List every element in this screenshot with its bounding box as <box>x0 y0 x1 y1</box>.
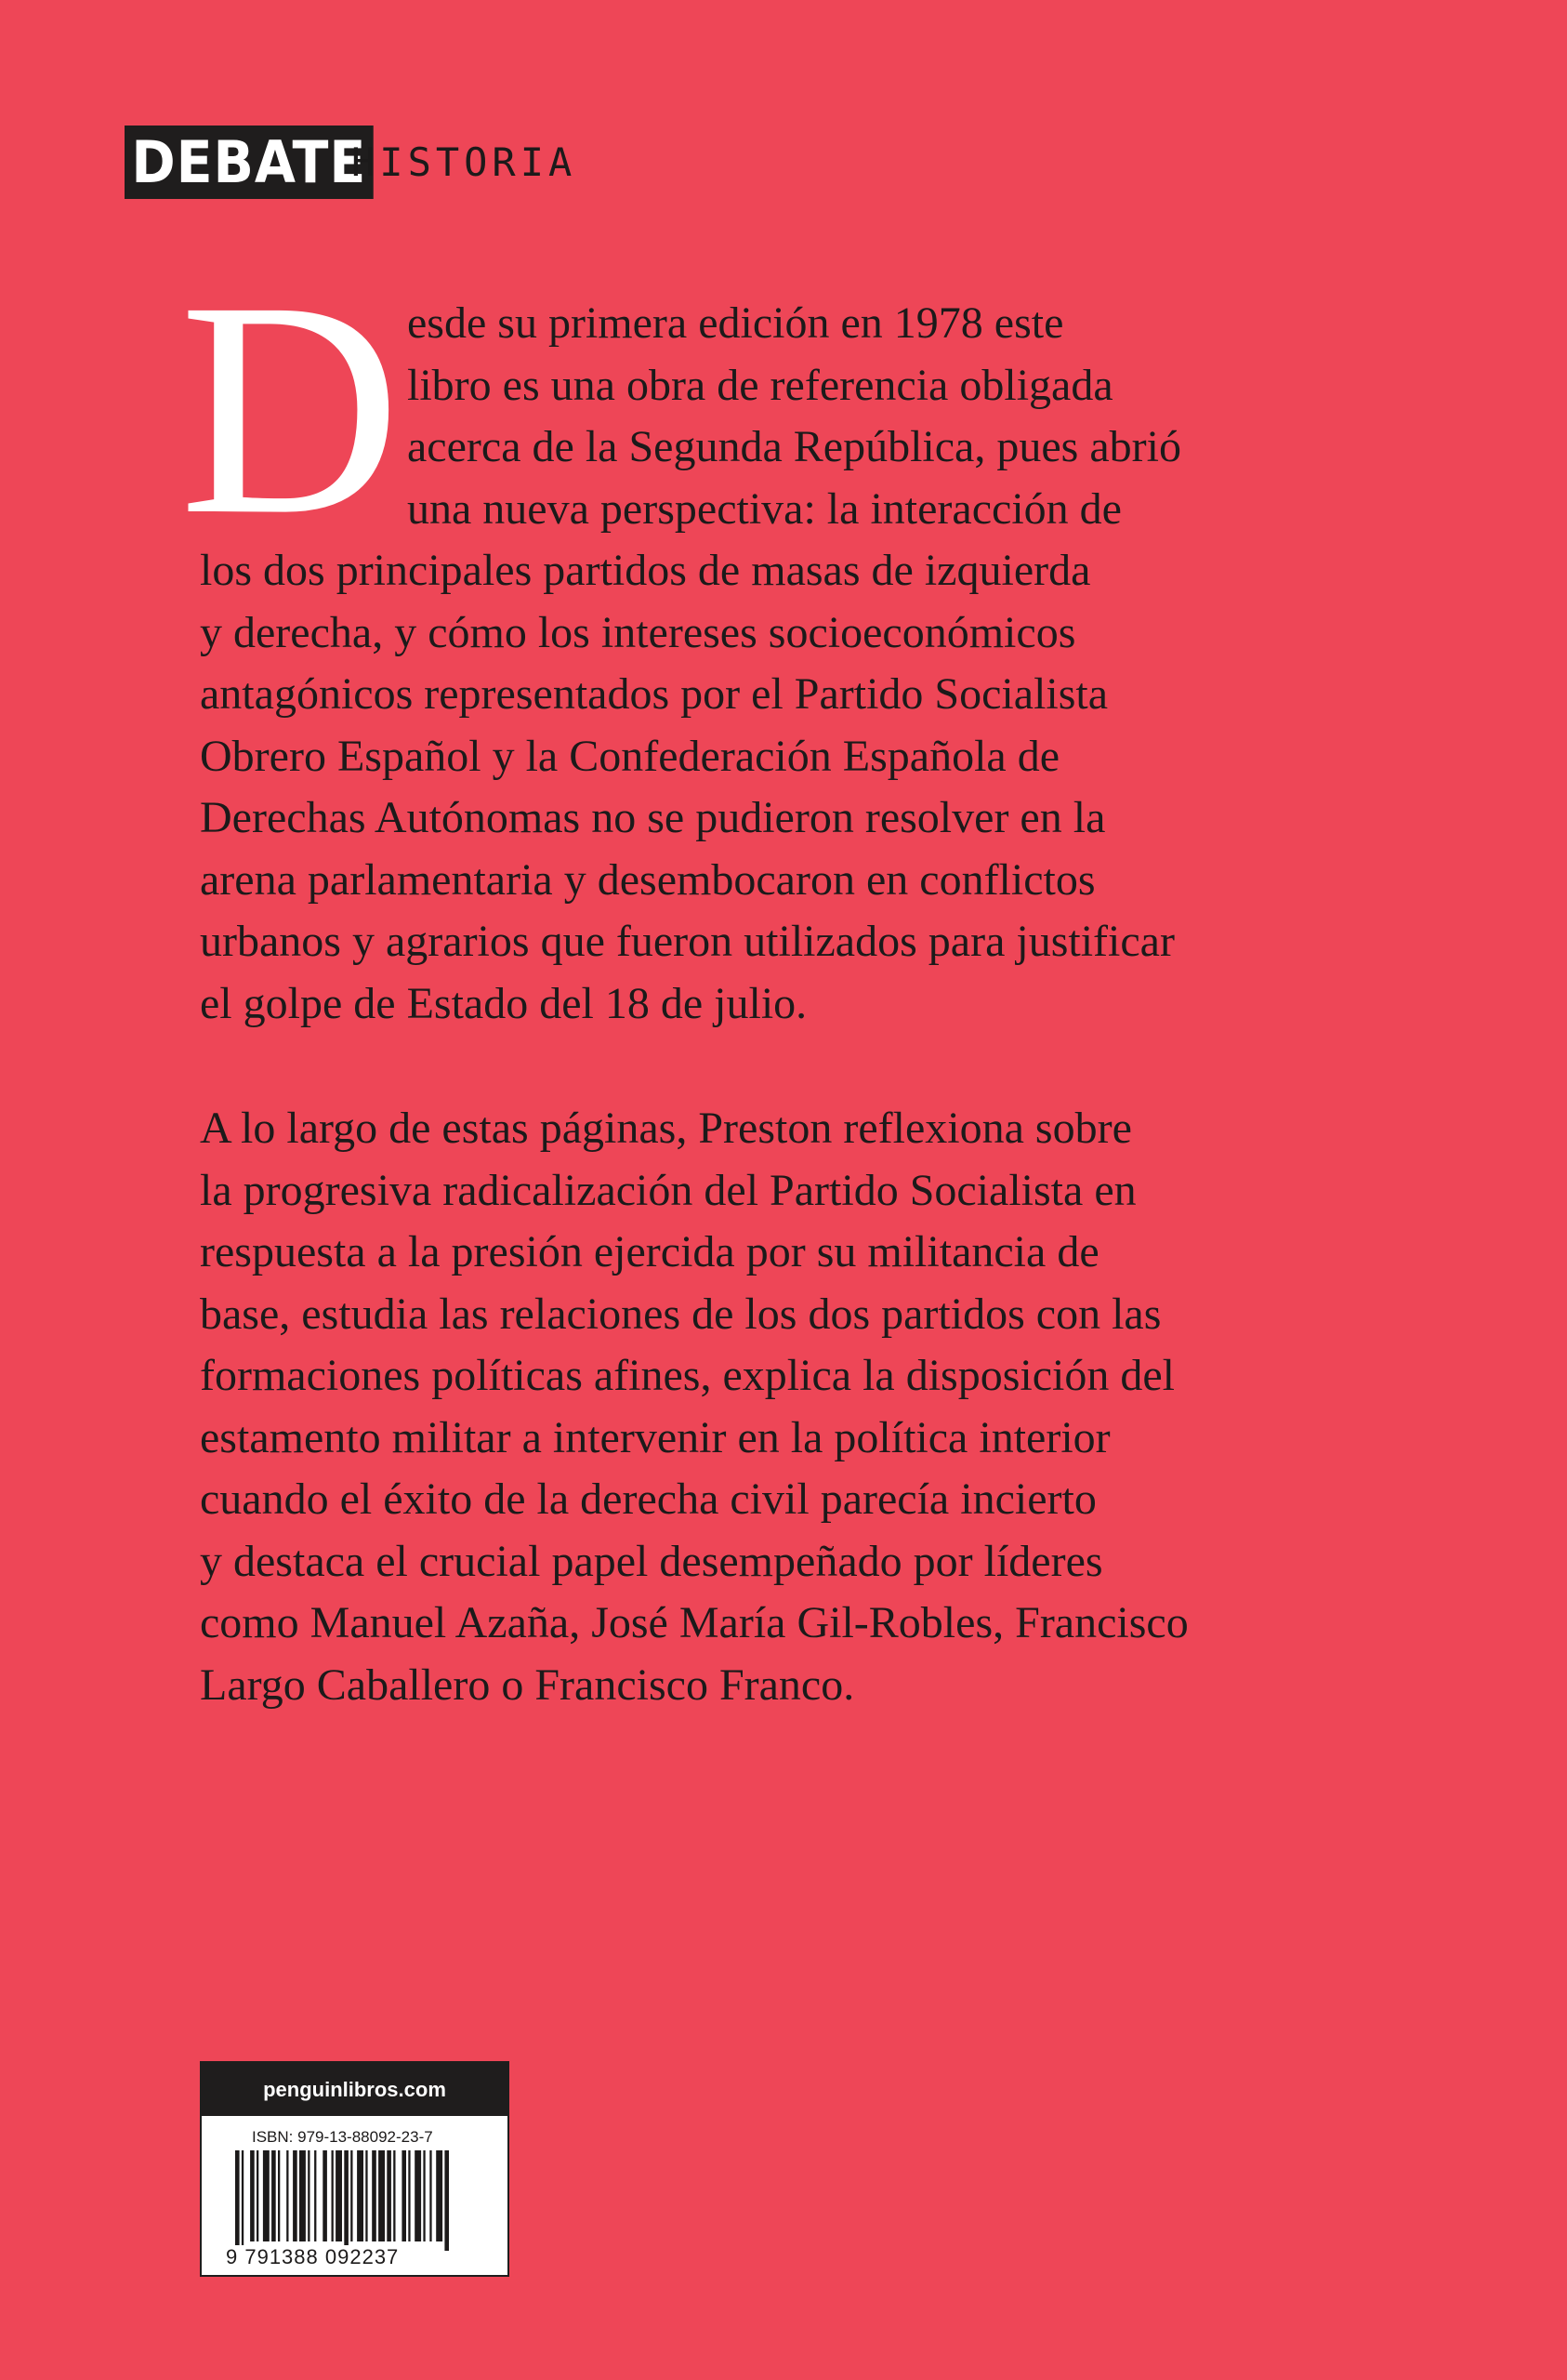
barcode-bar <box>350 2150 352 2241</box>
logo-series: HISTORIA <box>351 139 577 185</box>
text-line: y derecha, y cómo los intereses socioeconómicos <box>200 607 1076 657</box>
barcode-bar <box>278 2150 280 2241</box>
barcode-bar <box>242 2150 244 2251</box>
text-line: arena parlamentaria y desembocaron en conflictos <box>200 854 1096 905</box>
description-paragraph-2 <box>200 1098 1408 1716</box>
barcode-bar <box>423 2150 425 2241</box>
barcode-bar <box>299 2150 306 2241</box>
isbn-text: ISBN: 979-13-88092-23-7 <box>252 2128 433 2146</box>
barcode-bar <box>314 2150 316 2241</box>
barcode-bar <box>444 2150 449 2251</box>
publisher-logo <box>125 126 577 199</box>
barcode-bar <box>365 2150 367 2241</box>
barcode-bar <box>344 2150 349 2251</box>
text-line: cuando el éxito de la derecha civil parecía incierto <box>200 1474 1097 1524</box>
barcode-bar <box>286 2150 288 2241</box>
text-line: antagónicos representados por el Partido Socialista <box>200 669 1109 719</box>
text-line: Obrero Español y la Confederación Española de <box>200 731 1060 781</box>
text-line: respuesta a la presión ejercida por su militancia de <box>200 1227 1100 1276</box>
barcode-bar <box>415 2150 421 2241</box>
barcode-bar <box>408 2150 410 2241</box>
barcode-bar <box>378 2150 385 2241</box>
barcode-bar <box>402 2150 406 2241</box>
publisher-website: penguinlibros.com <box>202 2063 507 2116</box>
barcode-bar <box>250 2150 255 2241</box>
barcode-bar <box>235 2150 240 2251</box>
logo-brand: DEBATE <box>125 126 374 199</box>
barcode-bar <box>263 2150 270 2241</box>
barcode-bar <box>293 2150 297 2241</box>
text-line: una nueva perspectiva: la interacción de <box>407 483 1122 534</box>
description-paragraph-1 <box>200 293 1408 1035</box>
barcode-bar <box>257 2150 258 2241</box>
text-line: esde su primera edición en 1978 este <box>407 298 1064 348</box>
barcode-number: 9 791388 092237 <box>226 2245 400 2268</box>
text-line: estamento militar a intervenir en la política interior <box>200 1412 1111 1462</box>
text-line: la progresiva radicalización del Partido Socialista en <box>200 1165 1137 1215</box>
barcode-bar <box>429 2150 431 2241</box>
text-line: el golpe de Estado del 18 de julio. <box>200 978 808 1028</box>
barcode-bar <box>323 2150 327 2241</box>
text-line: A lo largo de estas páginas, Preston reflexiona sobre <box>200 1104 1132 1153</box>
text-line: los dos principales partidos de masas de izquierda <box>200 546 1091 595</box>
text-line: acerca de la Segunda República, pues abrió <box>407 422 1181 471</box>
text-line: urbanos y agrarios que fueron utilizados para justificar <box>200 917 1175 966</box>
barcode-bar <box>436 2150 442 2241</box>
text-line: libro es una obra de referencia obligada <box>407 360 1113 410</box>
drop-cap: D <box>179 239 402 578</box>
barcode-bar <box>357 2150 363 2241</box>
barcode-bar <box>393 2150 395 2241</box>
text-line: y destaca el crucial papel desempeñado por líderes <box>200 1536 1103 1586</box>
barcode-label <box>200 2061 509 2277</box>
text-line: base, estudia las relaciones de los dos partidos con las <box>200 1289 1162 1339</box>
barcode-bar <box>308 2150 309 2241</box>
barcode-bar <box>387 2150 391 2241</box>
barcode-bar <box>271 2150 276 2241</box>
barcode-bar <box>372 2150 376 2241</box>
text-line: Largo Caballero o Francisco Franco. <box>200 1659 855 1710</box>
text-line: Derechas Autónomas no se pudieron resolver en la <box>200 793 1106 842</box>
barcode-bar <box>336 2150 342 2241</box>
barcode-icon <box>235 2150 492 2251</box>
barcode-bar <box>332 2150 334 2241</box>
text-line: formaciones políticas afines, explica la disposición del <box>200 1351 1176 1400</box>
text-line: como Manuel Azaña, José María Gil-Robles, Francisco <box>200 1598 1189 1647</box>
